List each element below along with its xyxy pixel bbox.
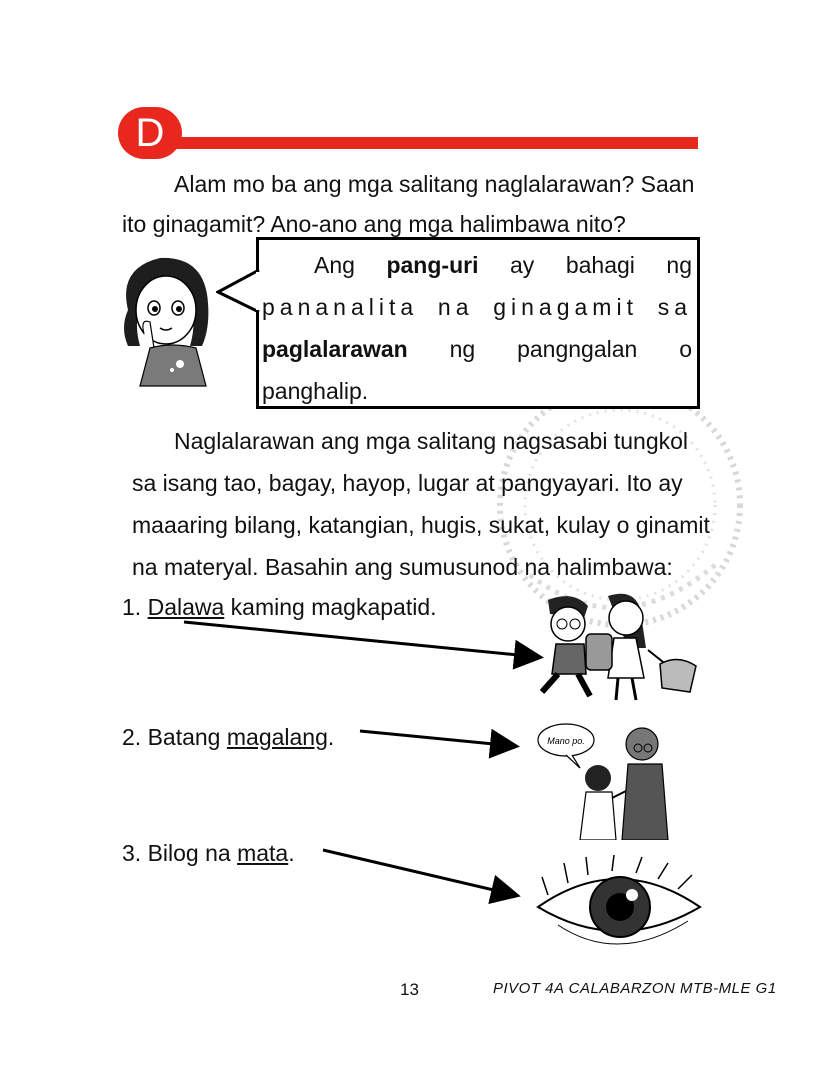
example-3: 3. Bilog na mata. — [122, 840, 295, 866]
eye-illustration — [528, 855, 708, 960]
intro-line-1: Alam mo ba ang mga salitang naglalarawan? Saan — [174, 171, 695, 197]
speech-bubble-text: Mano po. — [547, 736, 585, 746]
explanation-line-2: sa isang tao, bagay, hayop, lugar at pangyayari. Ito ay — [132, 470, 683, 496]
child-greeting-elder-illustration — [536, 718, 681, 840]
example-1-adjective: Dalawa — [147, 594, 225, 620]
intro-line-2: ito ginagamit? Ano-ano ang mga halimbawa nito? — [122, 211, 626, 237]
term-paglalarawan: paglalarawan — [262, 336, 408, 362]
two-children-illustration — [528, 588, 708, 708]
explanation-line-4: na materyal. Basahin ang sumusunod na halimbawa: — [132, 554, 673, 580]
definition-line-3: paglalarawan ng pangngalan o — [262, 336, 693, 362]
arrow-1 — [184, 622, 538, 657]
section-badge: D — [118, 107, 182, 159]
definition-line-1: Ang pang-uri ay bahagi ng — [314, 252, 692, 278]
example-1: 1. Dalawa kaming magkapatid. — [122, 594, 437, 620]
example-2-adjective: magalang — [226, 724, 328, 750]
arrow-3 — [323, 850, 515, 895]
definition-line-4: panghalip. — [262, 378, 369, 404]
example-3-adjective: mata — [237, 840, 289, 866]
explanation-line-3: maaaring bilang, katangian, hugis, sukat, kulay o ginamit — [132, 512, 710, 538]
definition-line-2: pananalita na ginagamit sa — [262, 294, 692, 320]
footer-label: PIVOT 4A CALABARZON MTB-MLE G1 — [493, 980, 777, 997]
explanation-line-1: Naglalarawan ang mga salitang nagsasabi tungkol — [174, 428, 689, 454]
term-pang-uri: pang-uri — [386, 252, 479, 278]
example-2: 2. Batang magalang. — [122, 724, 335, 750]
page-number: 13 — [400, 980, 419, 999]
arrow-2 — [360, 731, 514, 746]
